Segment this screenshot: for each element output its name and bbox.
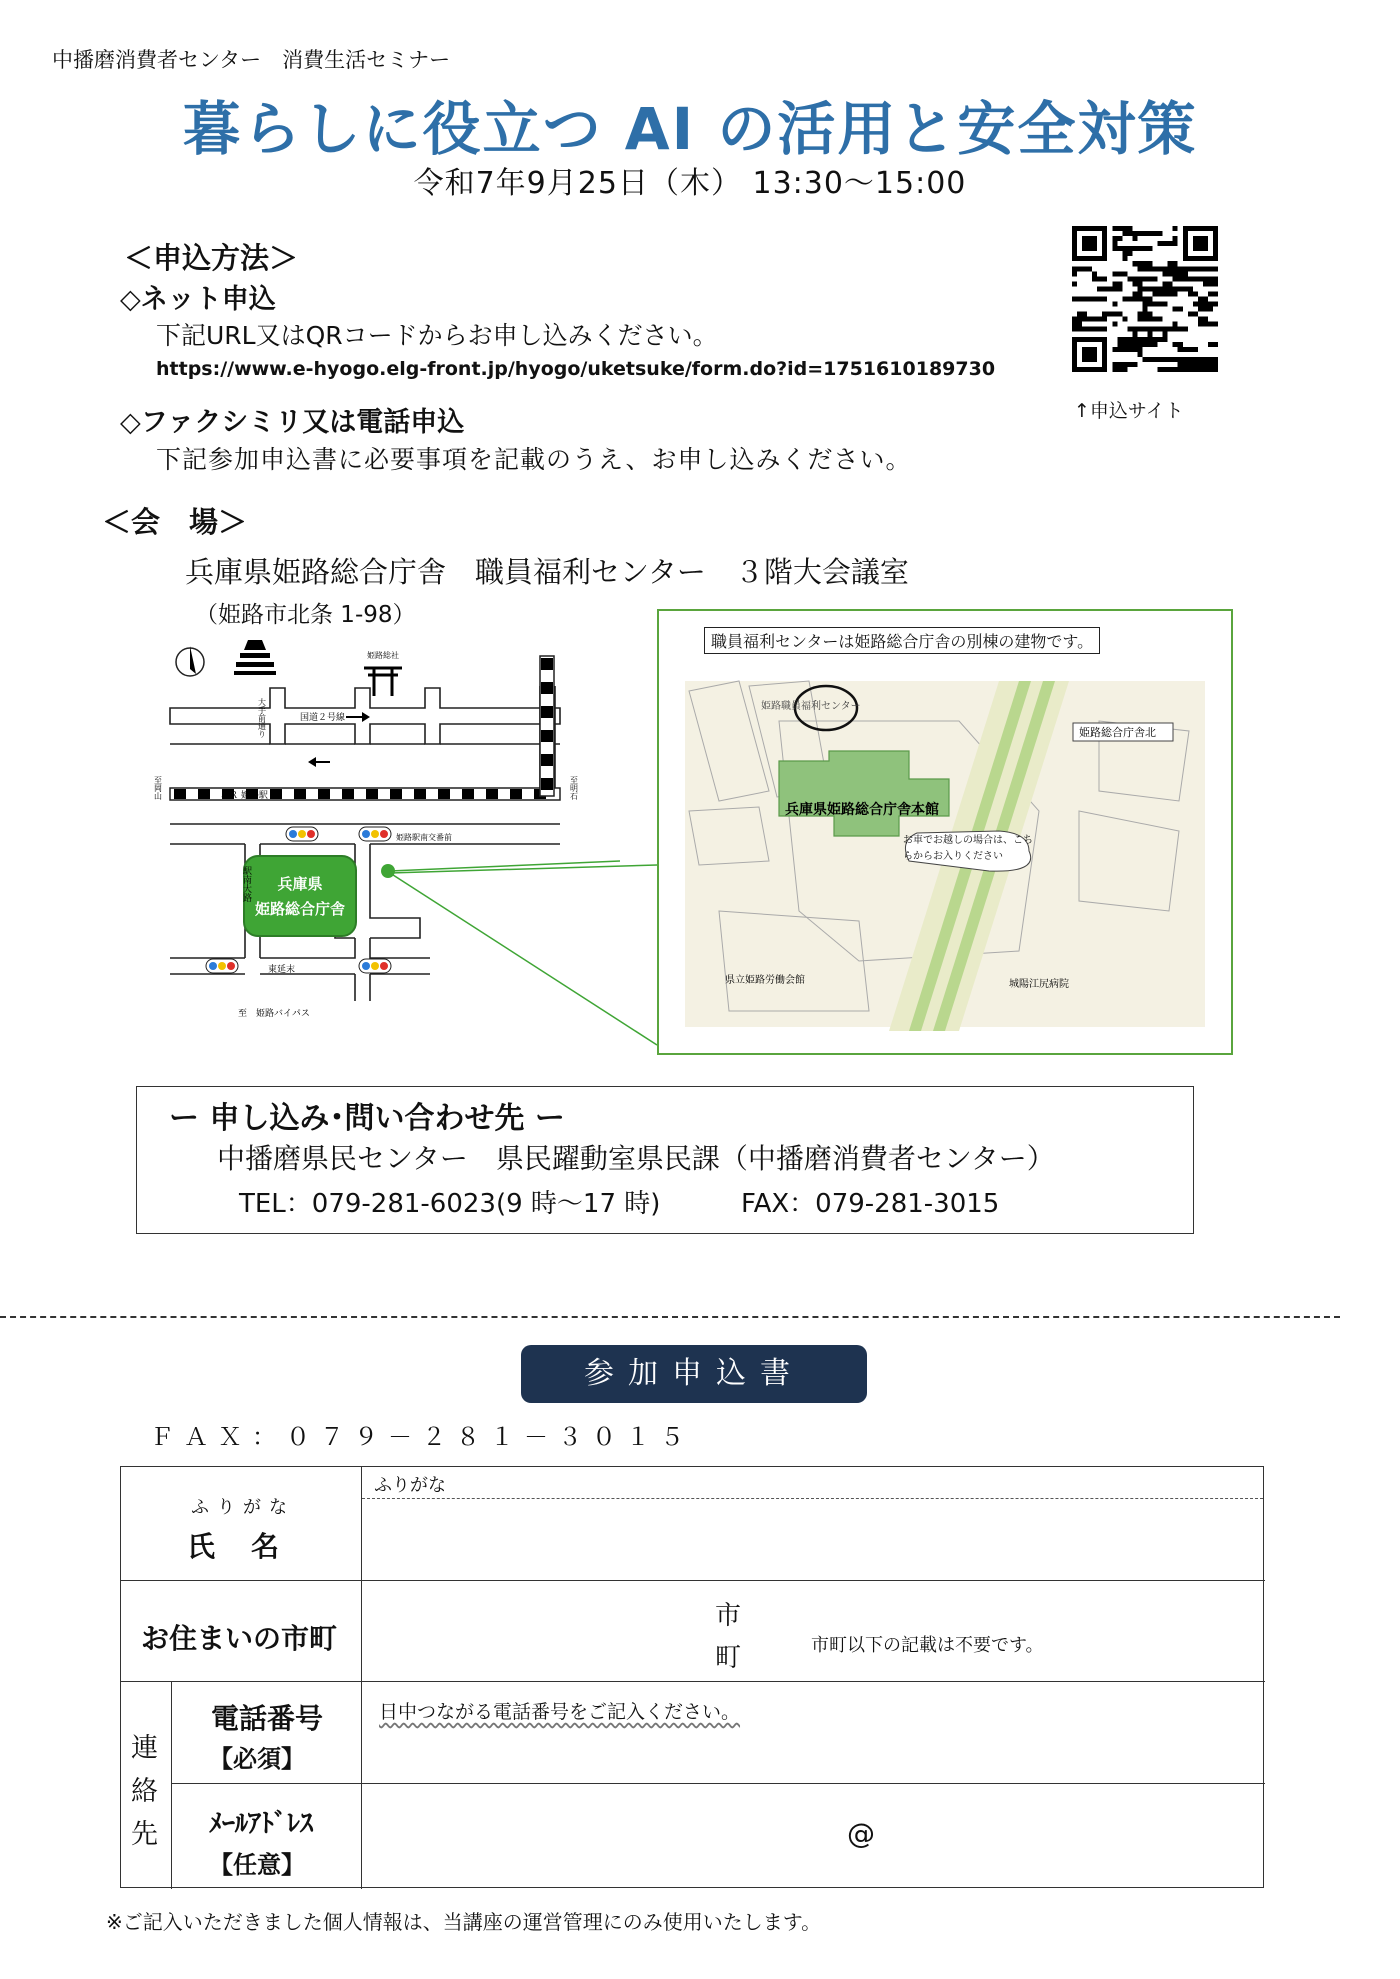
qr-caption: ↑申込サイト — [1074, 400, 1184, 422]
name-label: 氏名 — [187, 1530, 316, 1563]
venue-map-note: 職員福利センターは姫路総合庁舎の別棟の建物です。 — [704, 627, 1100, 654]
contact-heading: ー 申し込み･問い合わせ先 ー — [169, 1101, 565, 1136]
address-label: お住まいの市町 — [141, 1622, 338, 1655]
map-shrine-label: 姫路総社 — [367, 651, 399, 660]
contact-org: 中播磨県民センター 県民躍動室県民課（中播磨消費者センター） — [217, 1142, 1055, 1175]
tel-label: 電話番号 — [211, 1702, 324, 1735]
map-ekinan-label: 駅南大路 — [241, 866, 251, 902]
mail-label: ﾒｰﾙｱﾄﾞﾚｽ — [209, 1809, 314, 1839]
map-ote-label: 大手前通り — [257, 698, 267, 738]
map-koban-label: 姫路駅南交番前 — [396, 833, 452, 842]
contact-tel[interactable]: TEL：079-281-6023(9 時～17 時) — [239, 1189, 661, 1219]
area-map — [150, 636, 620, 1046]
address-cho: 町 — [715, 1643, 742, 1673]
furigana-divider — [362, 1498, 1263, 1499]
venue-address: （姫路市北条 1-98） — [195, 602, 416, 628]
net-apply-heading: ◇ネット申込 — [120, 284, 276, 315]
fax-apply-heading: ◇ファクシミリ又は電話申込 — [120, 407, 465, 438]
map-akashi-label: 至明石 — [569, 776, 579, 800]
application-form — [120, 1466, 1264, 1888]
mail-optional-label: 【任意】 — [209, 1851, 305, 1879]
traffic-light-icon — [206, 959, 238, 973]
traffic-light-icon — [359, 959, 391, 973]
apply-heading: ＜申込方法＞ — [124, 241, 299, 275]
map-car-label: お車でお越しの場合は、こちらからお入りください — [903, 835, 1033, 862]
compass-north-icon — [176, 646, 204, 676]
arrow-left-icon — [308, 757, 330, 767]
contact-box — [136, 1086, 1194, 1234]
net-apply-text: 下記URL又はQRコードからお申し込みください。 — [156, 321, 718, 350]
address-shi: 市 — [715, 1601, 742, 1631]
tel-required-label: 【必須】 — [209, 1745, 305, 1773]
contact-label: 連絡先 — [131, 1733, 158, 1850]
map-rodo-label: 県立姫路労働会館 — [725, 975, 805, 986]
furigana-field[interactable]: ふりがな — [374, 1475, 446, 1496]
traffic-light-icon — [359, 827, 391, 841]
map-hospital-label: 城陽江尻病院 — [1009, 979, 1069, 990]
map-route2-label: 国道２号線 — [300, 713, 346, 723]
map-higashi-label: 東延末 — [268, 965, 296, 975]
form-fax-number: ＦＡＸ：０７９－２８１－３０１５ — [150, 1423, 694, 1451]
furigana-label-small: ふりがな — [191, 1497, 295, 1518]
castle-icon — [234, 640, 276, 675]
apply-url-link[interactable]: https://www.e-hyogo.elg-front.jp/hyogo/uketsuke/form.do?id=1751610189730 — [156, 358, 996, 380]
map-kita-label: 姫路総合庁舎北 — [1079, 726, 1156, 739]
event-date: 令和7年9月25日（木） 13:30～15:00 — [413, 166, 967, 201]
map-bypass-label: 至 姫路バイパス — [238, 1009, 310, 1019]
venue-detail-map — [657, 609, 1233, 1055]
map-jr-label: ＪＲ 姫路駅 — [220, 791, 268, 801]
venue-heading: ＜会 場＞ — [102, 505, 248, 539]
address-note: 市町以下の記載は不要です。 — [811, 1635, 1044, 1656]
map-building-label-2: 姫路総合庁舎 — [254, 900, 346, 918]
map-honkan-label: 兵庫県姫路総合庁舎本館 — [785, 802, 939, 818]
mail-field[interactable] — [363, 1785, 1263, 1887]
qr-code-icon[interactable] — [1072, 226, 1218, 372]
contact-fax: FAX：079-281-3015 — [741, 1189, 1000, 1219]
traffic-light-icon — [286, 827, 318, 841]
arrow-right-icon — [346, 712, 370, 722]
cut-line — [0, 1316, 1340, 1318]
map-fukuri-label: 姫路職員福利センター — [761, 701, 861, 712]
map-okayama-label: 至岡山 — [153, 776, 163, 800]
fax-apply-text: 下記参加申込書に必要事項を記載のうえ、お申し込みください。 — [156, 445, 912, 474]
privacy-footnote: ※ご記入いただきました個人情報は、当講座の運営管理にのみ使用いたします。 — [106, 1910, 822, 1934]
at-sign: @ — [847, 1817, 875, 1850]
name-field[interactable] — [363, 1500, 1263, 1578]
map-building-label-1: 兵庫県 — [277, 875, 323, 893]
tel-note: 日中つながる電話番号をご記入ください。 — [379, 1701, 741, 1723]
organizer: 中播磨消費者センター 消費生活セミナー — [52, 48, 451, 72]
form-title: 参加申込書 — [521, 1345, 867, 1403]
venue-name: 兵庫県姫路総合庁舎 職員福利センター ３階大会議室 — [185, 555, 909, 589]
page-title: 暮らしに役立つ AI の活用と安全対策 — [182, 95, 1198, 163]
